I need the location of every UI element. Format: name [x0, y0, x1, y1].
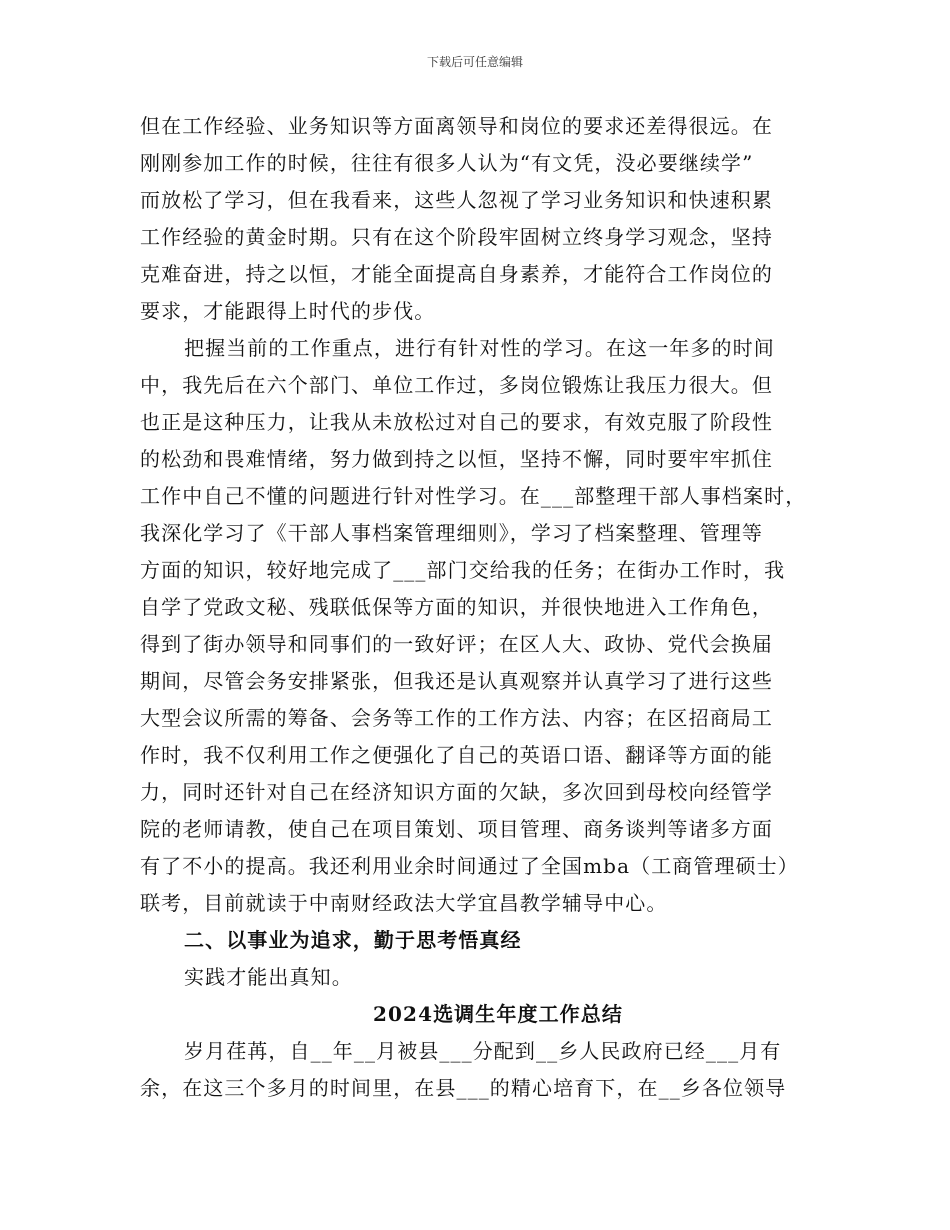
text-line: 自学了党政文秘、残联低保等方面的知识，并很快地进入工作角色， [140, 595, 773, 619]
text-line: 余，在这三个多月的时间里，在县___的精心培育下，在__乡各位领导 [140, 1076, 787, 1100]
text-line: 的松劲和畏难情绪，努力做到持之以恒，坚持不懈，同时要牢牢抓住 [140, 447, 773, 471]
text-line: 院的老师请教，使自己在项目策划、项目管理、商务谈判等诸多方面 [140, 817, 773, 841]
paragraph-targeted-learning [140, 330, 812, 922]
paragraph-summary-intro [140, 1033, 812, 1107]
paragraph-study-view [140, 108, 812, 330]
text-line: 而放松了学习，但在我看来，这些人忽视了学习业务知识和快速积累 [140, 188, 773, 212]
text-line: 作时，我不仅利用工作之便强化了自己的英语口语、翻译等方面的能 [140, 743, 773, 767]
text-line: 刚刚参加工作的时候，往往有很多人认为“有文凭，没必要继续学” [140, 151, 754, 175]
text-line: 岁月荏苒，自__年__月被县___分配到__乡人民政府已经___月有 [184, 1039, 782, 1063]
text-line: 把握当前的工作重点，进行有针对性的学习。在这一年多的时间 [184, 336, 775, 360]
text-line: 我深化学习了《干部人事档案管理细则》，学习了档案整理、管理等 [140, 521, 763, 545]
document-title: 2024选调生年度工作总结 [373, 1002, 623, 1026]
text-line: 克难奋进，持之以恒，才能全面提高自身素养，才能符合工作岗位的 [140, 262, 773, 286]
text-line: 联考，目前就读于中南财经政法大学宜昌教学辅导中心。 [140, 891, 668, 915]
text-line: 方面的知识，较好地完成了___部门交给我的任务；在街办工作时，我 [140, 558, 786, 582]
text-line: 但在工作经验、业务知识等方面离领导和岗位的要求还差得很远。在 [140, 114, 773, 138]
text-line: 得到了街办领导和同事们的一致好评；在区人大、政协、党代会换届 [140, 632, 773, 656]
text-line: 力，同时还针对自己在经济知识方面的欠缺，多次回到母校向经管学 [140, 780, 773, 804]
text-line: 也正是这种压力，让我从未放松过对自己的要求，有效克服了阶段性 [140, 410, 773, 434]
document-body [140, 108, 812, 1107]
text-line: 要求，才能跟得上时代的步伐。 [140, 299, 436, 323]
text-line: 中，我先后在六个部门、单位工作过，多岗位锻炼让我压力很大。但 [140, 373, 773, 397]
section-heading: 二、以事业为追求，勤于思考悟真经 [184, 928, 522, 952]
paragraph-practice: 实践才能出真知。 [184, 965, 353, 989]
page-header: 下载后可任意编辑 [426, 55, 523, 69]
text-line: 工作中自己不懂的问题进行针对性学习。在___部整理干部人事档案时， [140, 484, 807, 508]
text-line: 期间，尽管会务安排紧张，但我还是认真观察并认真学习了进行这些 [140, 669, 773, 693]
text-line: 工作经验的黄金时期。只有在这个阶段牢固树立终身学习观念，坚持 [140, 225, 773, 249]
text-line: 有了不小的提高。我还利用业余时间通过了全国mba（工商管理硕士） [140, 854, 799, 878]
text-line: 大型会议所需的筹备、会务等工作的工作方法、内容；在区招商局工 [140, 706, 773, 730]
